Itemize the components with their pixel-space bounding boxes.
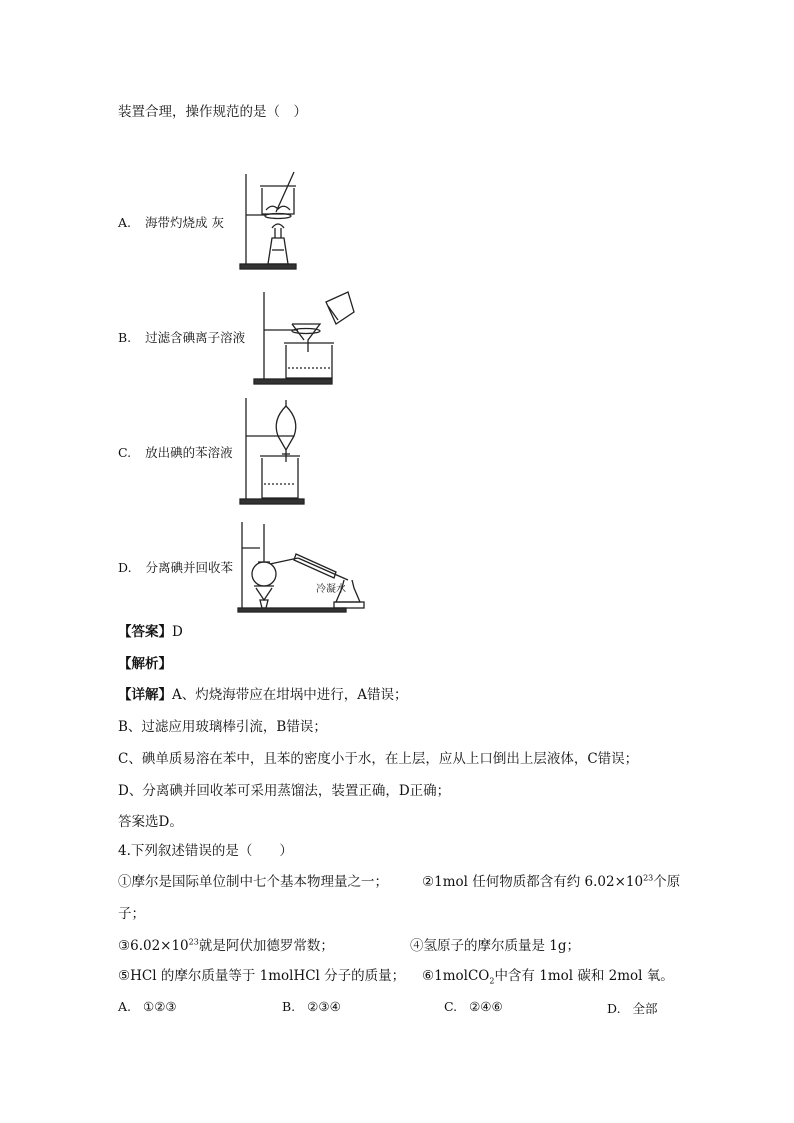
- q4-s3-exponent: 23: [188, 937, 199, 947]
- q4-s6-tail: 中含有 1mol 碳和 2mol 氧。: [494, 968, 674, 984]
- q4-statement-2: [422, 873, 680, 891]
- q4-statement-5: ⑤HCl 的摩尔质量等于 1molHCl 分子的质量；: [118, 968, 406, 984]
- q4-s3-text: ③6.02×10: [118, 938, 189, 954]
- q4-s6-subscript: 2: [489, 976, 495, 986]
- answer-line: [118, 623, 183, 641]
- option-c: [118, 443, 233, 461]
- q4-title: 4.下列叙述错误的是（ ）: [118, 843, 293, 859]
- option-d-text: 分离碘并回收苯: [145, 560, 234, 575]
- q4-choice-c-letter: C.: [444, 999, 458, 1014]
- q4-choice-b: [282, 999, 341, 1014]
- option-c-letter: C.: [118, 445, 132, 460]
- detail-line: [118, 686, 408, 704]
- analysis-tag: 【解析】: [118, 656, 172, 672]
- q4-statement-6: [422, 967, 674, 985]
- answer-tag: 【答案】: [118, 624, 172, 640]
- q4-choice-a-text: ①②③: [143, 999, 177, 1014]
- q4-s2-exponent: 23: [643, 873, 654, 883]
- q4-s6-text: ⑥1molCO: [422, 968, 490, 984]
- q4-choice-a: [118, 999, 177, 1014]
- figure-a-crucible-burning: [236, 170, 306, 272]
- option-d-letter: D.: [118, 560, 132, 575]
- q4-statement-4: ④氢原子的摩尔质量是 1g；: [410, 938, 581, 954]
- q4-statement-3: [118, 937, 334, 955]
- q4-choice-a-letter: A.: [118, 999, 132, 1014]
- figure-b-filtration: [236, 290, 356, 386]
- q4-choice-c-text: ②④⑥: [469, 999, 503, 1014]
- q4-statement-2-cont: 子；: [118, 906, 145, 922]
- q4-choice-c: [444, 999, 503, 1014]
- q4-choice-b-text: ②③④: [307, 999, 341, 1014]
- q4-choice-b-letter: B.: [282, 999, 296, 1014]
- answer-choice-line: 答案选D。: [118, 814, 183, 830]
- q4-choice-d-letter: D.: [607, 1001, 621, 1016]
- option-d: [118, 558, 233, 576]
- explanation-d: D、分离碘并回收苯可采用蒸馏法，装置正确，D正确；: [118, 783, 451, 799]
- q4-statement-1: ①摩尔是国际单位制中七个基本物理量之一；: [118, 874, 388, 890]
- q4-s2-tail: 个原: [653, 874, 681, 890]
- q4-s3-tail: 就是阿伏加德罗常数；: [198, 938, 334, 954]
- explanation-a: A、灼烧海带应在坩埚中进行，A错误；: [172, 687, 408, 703]
- figure-d-label: 冷凝水: [316, 584, 346, 595]
- q4-choice-d: [607, 999, 658, 1017]
- option-a: [118, 213, 224, 231]
- figure-d-distillation: [236, 518, 376, 614]
- detail-tag: 【详解】: [118, 687, 172, 703]
- answer-value: D: [172, 624, 183, 640]
- option-b-letter: B.: [118, 330, 132, 345]
- option-b: [118, 328, 245, 346]
- option-a-text: 海带灼烧成 灰: [145, 215, 224, 230]
- option-a-letter: A.: [118, 215, 132, 230]
- q4-choice-d-text: 全部: [632, 1001, 658, 1016]
- option-b-text: 过滤含碘离子溶液: [145, 330, 246, 345]
- explanation-b: B、过滤应用玻璃棒引流，B错误；: [118, 719, 327, 735]
- figure-c-separatory-funnel: [236, 396, 326, 506]
- q4-s2-text: ②1mol 任何物质都含有约 6.02×10: [422, 874, 644, 890]
- explanation-c: C、碘单质易溶在苯中，且苯的密度小于水，在上层，应从上口倒出上层液体，C错误；: [118, 751, 639, 767]
- option-c-text: 放出碘的苯溶液: [145, 445, 233, 460]
- question-intro: 装置合理，操作规范的是（ ）: [118, 104, 307, 120]
